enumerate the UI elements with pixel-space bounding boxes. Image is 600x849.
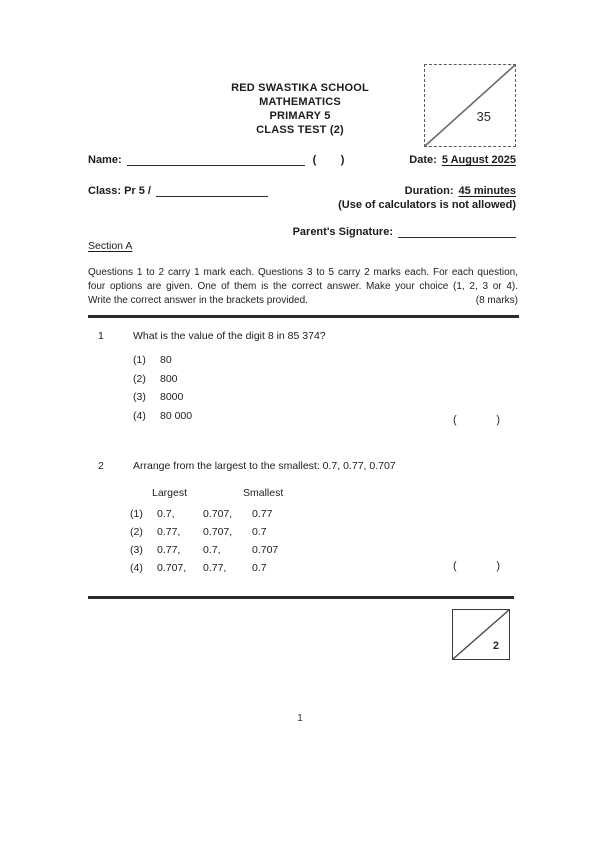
question-number: 2 — [98, 460, 104, 472]
section-top-rule — [88, 315, 519, 318]
index-number-brackets: ( ) — [312, 154, 345, 166]
class-row — [88, 185, 516, 198]
option-value: 0.707 — [252, 544, 279, 556]
option-value: 8000 — [160, 391, 184, 403]
question-1 — [88, 330, 516, 428]
option-number: (1) — [133, 354, 146, 366]
signature-row — [88, 226, 516, 239]
running-marks-box — [452, 609, 510, 660]
option-number: (3) — [130, 544, 143, 556]
test-name: CLASS TEST (2) — [256, 124, 344, 136]
option-row — [130, 526, 516, 544]
column-headers — [152, 487, 516, 499]
option-number: (2) — [130, 526, 143, 538]
option-number: (4) — [133, 409, 146, 422]
option-value: 0.77, — [157, 544, 181, 556]
option-row — [130, 508, 516, 526]
option-number: (2) — [133, 372, 146, 385]
section-instructions — [88, 266, 518, 307]
school-name: RED SWASTIKA SCHOOL — [231, 82, 369, 94]
column-header-largest: Largest — [152, 487, 188, 499]
option-value: 80 — [160, 354, 172, 366]
subject-name: MATHEMATICS — [259, 96, 341, 108]
name-label: Name: — [88, 154, 122, 166]
option-value: 0.707, — [203, 526, 233, 538]
instructions-line: four options are given. One of them is the correct answer. Make your choice (1, 2, 3 or 4). — [88, 280, 518, 292]
diagonal-line-icon — [425, 65, 515, 146]
option-row — [133, 373, 516, 392]
question-text: What is the value of the digit 8 in 85 374? — [133, 330, 326, 342]
question-head — [88, 460, 516, 472]
section-bottom-rule — [88, 596, 514, 599]
class-label: Class: Pr 5 / — [88, 185, 151, 197]
signature-blank-line — [398, 226, 516, 238]
class-blank-line — [156, 185, 268, 197]
option-number: (3) — [133, 391, 146, 403]
option-value: 0.7, — [203, 544, 221, 556]
option-value: 0.77 — [252, 508, 273, 520]
date-value: 5 August 2025 — [441, 154, 516, 166]
option-value: 800 — [160, 372, 178, 385]
answer-brackets: ( ) — [452, 560, 500, 572]
date-label: Date: — [409, 154, 437, 166]
option-value: 0.7 — [252, 562, 267, 574]
option-value: 0.7 — [252, 526, 267, 538]
page-number: 1 — [297, 713, 303, 724]
question-number: 1 — [98, 330, 104, 342]
option-number: (4) — [130, 562, 143, 574]
question-text: Arrange from the largest to the smallest: 0.7, 0.77, 0.707 — [133, 460, 396, 472]
name-blank-line — [127, 154, 305, 166]
instructions-last-line — [88, 294, 518, 308]
option-row — [133, 354, 516, 373]
total-marks-box — [424, 64, 516, 147]
question-head — [88, 330, 516, 342]
section-title: Section A — [88, 240, 133, 252]
column-header-smallest: Smallest — [243, 487, 284, 499]
running-marks-value: 2 — [492, 640, 499, 652]
option-value: 0.77, — [157, 526, 181, 538]
option-value: 0.707, — [157, 562, 187, 574]
option-value: 0.77, — [203, 562, 227, 574]
level-name: PRIMARY 5 — [269, 110, 331, 122]
signature-label: Parent's Signature: — [292, 226, 393, 238]
total-marks-value: 35 — [476, 109, 491, 124]
calculator-note: (Use of calculators is not allowed) — [338, 199, 516, 211]
name-row — [88, 154, 516, 167]
option-value: 0.707, — [203, 508, 233, 520]
option-number: (1) — [130, 508, 143, 520]
instructions-line: Write the correct answer in the brackets provided. — [88, 294, 308, 306]
answer-brackets: ( ) — [452, 414, 500, 426]
option-value: 0.7, — [157, 508, 175, 520]
duration-label: Duration: — [404, 185, 454, 197]
duration-value: 45 minutes — [458, 185, 516, 197]
option-value: 80 000 — [160, 409, 193, 422]
option-row — [133, 391, 516, 410]
question-2 — [88, 460, 516, 580]
instructions-line: Questions 1 to 2 carry 1 mark each. Questions 3 to 5 carry 2 marks each. For each question, — [88, 267, 518, 278]
diagonal-line-icon — [453, 610, 509, 659]
marks-note: (8 marks) — [475, 294, 518, 306]
